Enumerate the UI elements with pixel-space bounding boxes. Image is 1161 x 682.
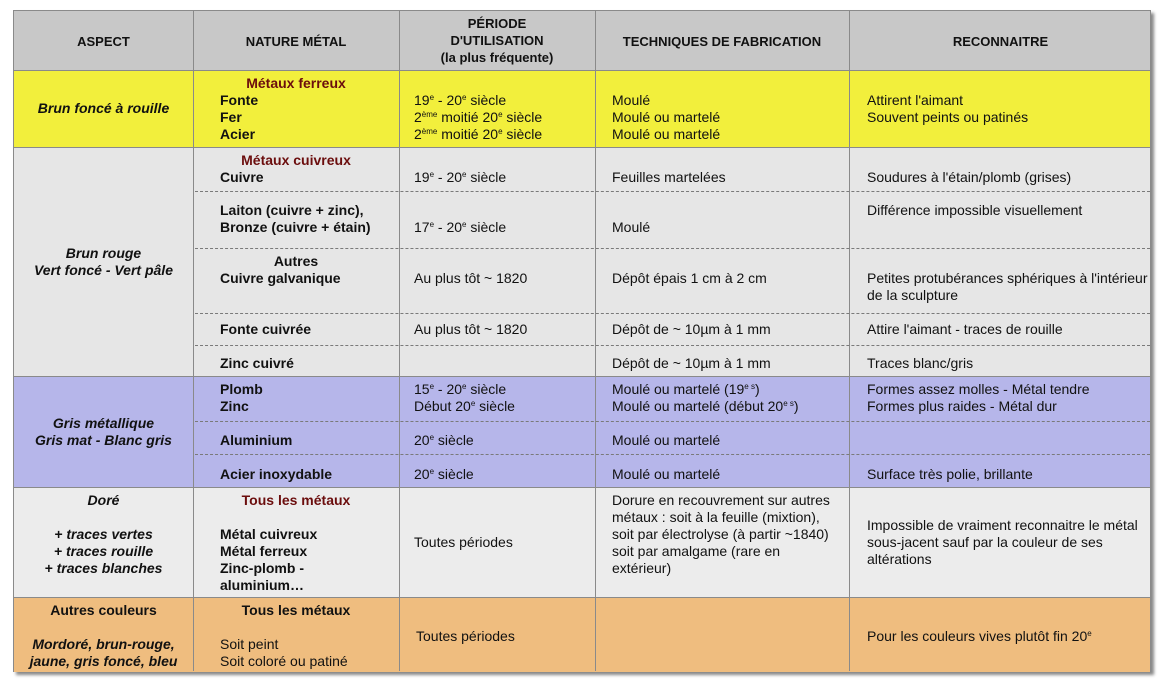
row-divider	[14, 597, 1150, 598]
col-divider	[849, 11, 850, 671]
periode-fonte-cuivree: Au plus tôt ~ 1820	[414, 321, 528, 337]
subrow-divider	[195, 248, 1150, 249]
metal-plomb: Plomb	[220, 381, 263, 397]
metal-acier-inox: Acier inoxydable	[220, 466, 333, 482]
reconnaitre-dore-1: Impossible de vraiment reconnaitre le métal	[867, 517, 1138, 533]
dore-metal-cuivreux: Métal cuivreux	[220, 526, 318, 542]
periode-aluminium: 20e siècle	[414, 432, 474, 448]
periode-acier: 2ème moitié 20e siècle	[414, 126, 543, 142]
reconnaitre-ferreux-1: Attirent l'aimant	[867, 92, 964, 108]
aspect-dore-2: + traces vertes	[54, 526, 153, 542]
periode-cuivre: 19e - 20e siècle	[414, 169, 507, 185]
metal-fer: Fer	[220, 109, 242, 125]
subrow-divider	[195, 421, 1150, 422]
col-divider	[595, 11, 596, 671]
aspect-autres-1: Autres couleurs	[50, 602, 157, 618]
aspect-gris-1: Gris métallique	[52, 415, 155, 431]
aspect-autres-3: jaune, gris foncé, bleu	[29, 653, 178, 669]
reconnaitre-zinc-cuivre: Traces blanc/gris	[867, 355, 974, 371]
metal-aluminium: Aluminium	[220, 432, 293, 448]
technique-aluminium: Moulé ou martelé	[612, 432, 721, 448]
aspect-cuivreux-1: Brun rouge	[65, 245, 142, 261]
category-autres: Tous les métaux	[241, 602, 351, 618]
reconnaitre-plomb: Formes assez molles - Métal tendre	[867, 381, 1090, 397]
dore-aluminium: aluminium…	[220, 577, 305, 593]
label-autres: Autres	[273, 253, 319, 269]
periode-fonte: 19e - 20e siècle	[414, 92, 507, 108]
metal-zinc-cuivre: Zinc cuivré	[220, 355, 294, 371]
category-dore: Tous les métaux	[241, 492, 351, 508]
aspect-dore-3: + traces rouille	[53, 543, 154, 559]
autres-soit-colore: Soit coloré ou patiné	[220, 653, 348, 669]
technique-acier-inox: Moulé ou martelé	[612, 466, 721, 482]
metal-cuivre: Cuivre	[220, 169, 264, 185]
aspect-cuivreux-2: Vert foncé - Vert pâle	[33, 262, 173, 278]
technique-laiton: Moulé	[612, 219, 651, 235]
reconnaitre-laiton: Différence impossible visuellement	[867, 202, 1083, 218]
technique-plomb: Moulé ou martelé $(19^{e s})$	[612, 381, 760, 397]
technique-dore-4: soit par amalgame (rare en	[612, 543, 781, 559]
reconnaitre-cuivre: Soudures à l'étain/plomb (grises)	[867, 169, 1072, 185]
category-cuivreux: Métaux cuivreux	[241, 152, 351, 168]
autres-soit-peint: Soit peint	[220, 636, 279, 652]
metal-fonte: Fonte	[220, 92, 259, 108]
aspect-gris-2: Gris mat - Blanc gris	[35, 432, 172, 448]
dore-metal-ferreux: Métal ferreux	[220, 543, 308, 559]
col-divider	[399, 11, 400, 671]
subrow-divider	[195, 191, 1150, 192]
periode-dore: Toutes périodes	[414, 534, 513, 550]
reconnaitre-dore-2: sous-jacent sauf par la couleur de ses	[867, 534, 1103, 550]
metal-fonte-cuivree: Fonte cuivrée	[220, 321, 312, 337]
reconnaitre-ferreux-2: Souvent peints ou patinés	[867, 109, 1029, 125]
metal-cuivre-galvanique: Cuivre galvanique	[220, 270, 341, 286]
header-techniques: TECHNIQUES DE FABRICATION	[622, 34, 822, 49]
technique-zinc: Moulé ou martelé (début $20^{e s}$)	[612, 398, 799, 414]
metal-bronze: Bronze (cuivre + étain)	[220, 219, 371, 235]
header-periode-3: (la plus fréquente)	[440, 50, 554, 65]
periode-zinc: Début 20e siècle	[414, 398, 515, 414]
header-periode-1: PÉRIODE	[467, 16, 527, 31]
technique-dore-5: extérieur)	[612, 560, 672, 576]
subrow-divider	[195, 454, 1150, 455]
row-divider	[14, 487, 1150, 488]
technique-galva: Dépôt épais 1 cm à 2 cm	[612, 270, 767, 286]
periode-galva: Au plus tôt ~ 1820	[414, 270, 528, 286]
periode-laiton: 17e - 20e siècle	[414, 219, 507, 235]
subrow-divider	[195, 345, 1150, 346]
technique-zinc-cuivre: Dépôt de ~ 10µm à 1 mm	[612, 355, 771, 371]
technique-fer: Moulé ou martelé	[612, 109, 721, 125]
periode-autres: Toutes périodes	[416, 628, 515, 644]
reconnaitre-autres: Pour les couleurs vives plutôt fin 20e	[867, 628, 1092, 644]
aspect-dore-4: + traces blanches	[44, 560, 163, 576]
reconnaitre-galva-2: de la sculpture	[867, 287, 959, 303]
dore-zinc-plomb: Zinc-plomb -	[220, 560, 304, 576]
reconnaitre-zinc: Formes plus raides - Métal dur	[867, 398, 1057, 414]
metal-acier: Acier	[220, 126, 256, 142]
technique-cuivre: Feuilles martelées	[612, 169, 726, 185]
reconnaitre-acier-inox: Surface très polie, brillante	[867, 466, 1033, 482]
reconnaitre-galva-1: Petites protubérances sphériques à l'intérieur	[867, 270, 1148, 286]
reconnaitre-dore-3: altérations	[867, 551, 932, 567]
periode-fer: 2ème moitié 20e siècle	[414, 109, 543, 125]
technique-dore-3: soit par électrolyse (à partir ~1840)	[612, 526, 829, 542]
metal-zinc: Zinc	[220, 398, 249, 414]
header-reconnaitre: RECONNAITRE	[952, 34, 1049, 49]
periode-plomb: 15e - 20e siècle	[414, 381, 507, 397]
technique-fonte: Moulé	[612, 92, 651, 108]
technique-acier: Moulé ou martelé	[612, 126, 721, 142]
aspect-autres-2: Mordoré, brun-rouge,	[32, 636, 175, 652]
technique-dore-1: Dorure en recouvrement sur autres	[612, 492, 830, 508]
header-aspect: ASPECT	[77, 34, 130, 49]
aspect-ferreux: Brun foncé à rouille	[37, 100, 170, 116]
subrow-divider	[195, 313, 1150, 314]
row-divider	[14, 376, 1150, 377]
metal-laiton: Laiton (cuivre + zinc),	[220, 202, 364, 218]
header-periode-2: D'UTILISATION	[450, 33, 544, 48]
technique-dore-2: métaux : soit à la feuille (mixtion),	[612, 509, 820, 525]
metals-table	[13, 10, 1151, 672]
row-divider	[14, 147, 1150, 148]
aspect-dore-1: Doré	[87, 492, 120, 508]
periode-acier-inox: 20e siècle	[414, 466, 474, 482]
header-nature: NATURE MÉTAL	[245, 34, 347, 49]
category-ferreux: Métaux ferreux	[246, 75, 346, 91]
col-divider	[193, 11, 194, 671]
technique-fonte-cuivree: Dépôt de ~ 10µm à 1 mm	[612, 321, 771, 337]
reconnaitre-fonte-cuivree: Attire l'aimant - traces de rouille	[867, 321, 1063, 337]
row-divider	[14, 70, 1150, 71]
